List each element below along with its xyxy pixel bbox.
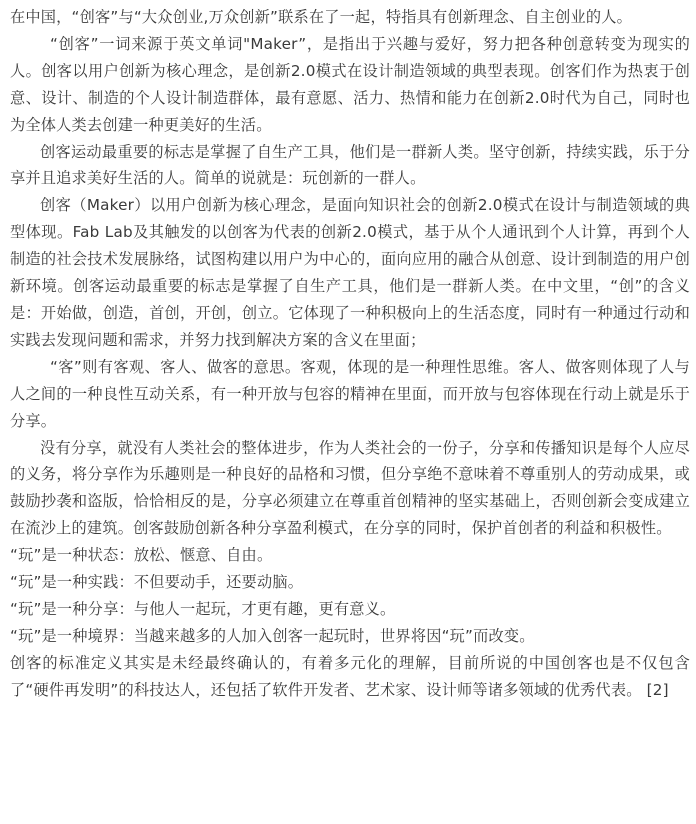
paragraph-maker-movement: 创客运动最重要的标志是掌握了自生产工具，他们是一群新人类。坚守创新，持续实践，乐于分享并且追求美好生活的人。简单的说就是：玩创新的一群人。	[10, 142, 690, 188]
paragraph-maker-definition: “创客”一词来源于英文单词"Maker”，是指出于兴趣与爱好，努力把各种创意转变为现实的人。创客以用户创新为核心理念，是创新2.0模式在设计制造领域的典型表现。创客们作为热衷于创意、设计、制造的个人设计制造群体，最有意愿、活力、热情和能力在创新2.0时代为自己，同时也为全体人类去创建一种更美好的生活。	[10, 34, 690, 134]
line-play-state: “玩”是一种状态：放松、惬意、自由。	[10, 546, 273, 565]
line-play-practice: “玩”是一种实践：不但要动手，还要动脑。	[10, 573, 304, 592]
paragraph-ke-meaning: “客”则有客观、客人、做客的意思。客观，体现的是一种理性思维。客人、做客则体现了人与人之间的一种良性互动关系，有一种开放与包容的精神在里面，而开放与包容体现在行动上就是乐于分享。	[10, 357, 690, 430]
line-play-sharing: “玩”是一种分享：与他人一起玩，才更有趣，更有意义。	[10, 599, 396, 618]
paragraph-sharing: 没有分享，就没有人类社会的整体进步，作为人类社会的一份子，分享和传播知识是每个人应尽的义务，将分享作为乐趣则是一种良好的品格和习惯，但分享绝不意味着不尊重别人的劳动成果，或鼓励抄袭和盗版，恰恰相反的是，分享必须建立在尊重首创精神的坚实基础上，否则创新会变成建立在流沙上的建筑。创客鼓励创新各种分享盈利模式，在分享的同时，保护首创者的利益和积极性。	[10, 438, 690, 538]
paragraph-maker-innovation: 创客（Maker）以用户创新为核心理念，是面向知识社会的创新2.0模式在设计与制造领域的典型体现。Fab Lab及其触发的以创客为代表的创新2.0模式，基于从个人通讯到个人计算，再到个人制造的社会技术发展脉络，试图构建以用户为中心的，面向应用的融合从创意、设计到制造的用户创新环境。创客运动最重要的标志是掌握了自生产工具，他们是一群新人类。在中文里，“创”的含义是：开始做，创造，首创，开创，创立。它体现了一种积极向上的生活态度，同时有一种通过行动和实践去发现问题和需求，并努力找到解决方案的含义在里面；	[10, 196, 690, 349]
line-play-realm: “玩”是一种境界：当越来越多的人加入创客一起玩时，世界将因“玩”而改变。	[10, 626, 535, 645]
paragraph-conclusion: 创客的标准定义其实是未经最终确认的，有着多元化的理解，目前所说的中国创客也是不仅包含了“硬件再发明”的科技达人，还包括了软件开发者、艺术家、设计师等诸多领域的优秀代表。 [2]	[10, 653, 690, 699]
article-body	[10, 4, 690, 704]
paragraph-intro: 在中国，“创客”与“大众创业,万众创新”联系在了一起，特指具有创新理念、自主创业的人。	[10, 8, 633, 26]
